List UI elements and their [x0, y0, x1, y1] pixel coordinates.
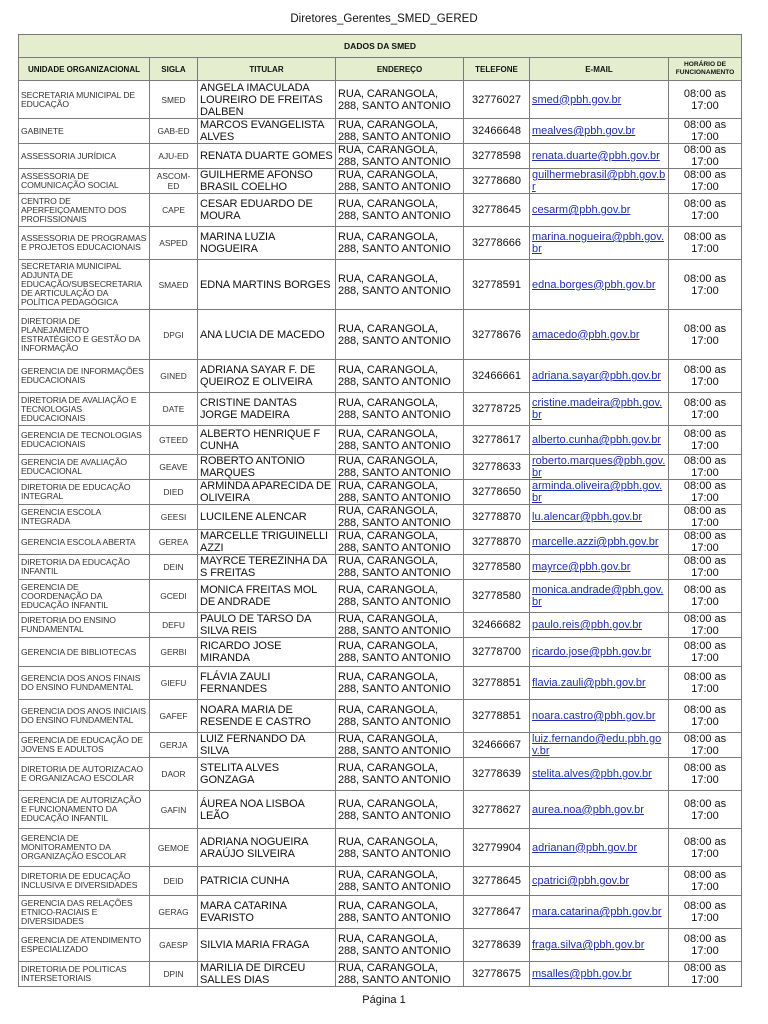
unit-cell: DIRETORIA DO ENSINO FUNDAMENTAL [19, 613, 150, 638]
address-cell: RUA, CARANGOLA, 288, SANTO ANTONIO [336, 896, 464, 929]
hours-cell: 08:00 as 17:00 [669, 169, 742, 194]
table-row [19, 791, 742, 829]
sigla-cell: GEESI [150, 505, 198, 530]
address-cell: RUA, CARANGOLA, 288, SANTO ANTONIO [336, 310, 464, 360]
unit-cell: GERENCIA DE MONITORAMENTO DA ORGANIZAÇÃO ESCOLAR [19, 829, 150, 867]
email-link[interactable]: lu.alencar@pbh.gov.br [530, 505, 669, 530]
email-link[interactable]: fraga.silva@pbh.gov.br [530, 929, 669, 962]
titular-cell: ALBERTO HENRIQUE F CUNHA [198, 426, 336, 455]
unit-cell: GERENCIA DE ATENDIMENTO ESPECIALIZADO [19, 929, 150, 962]
titular-cell: MARILIA DE DIRCEU SALLES DIAS [198, 962, 336, 987]
table-row [19, 929, 742, 962]
email-link[interactable]: smed@pbh.gov.br [530, 81, 669, 119]
table-row [19, 733, 742, 758]
phone-cell: 32778650 [464, 480, 530, 505]
sigla-cell: DEIN [150, 555, 198, 580]
email-link[interactable]: msalles@pbh.gov.br [530, 962, 669, 987]
header-telefone: TELEFONE [464, 58, 530, 81]
table-row [19, 194, 742, 227]
table-row [19, 867, 742, 896]
titular-cell: ARMINDA APARECIDA DE OLIVEIRA [198, 480, 336, 505]
table-row [19, 169, 742, 194]
directors-table [18, 34, 742, 987]
sigla-cell: ASCOM-ED [150, 169, 198, 194]
table-row [19, 829, 742, 867]
hours-cell: 08:00 as 17:00 [669, 896, 742, 929]
address-cell: RUA, CARANGOLA, 288, SANTO ANTONIO [336, 227, 464, 260]
sigla-cell: GAFIN [150, 791, 198, 829]
hours-cell: 08:00 as 17:00 [669, 455, 742, 480]
unit-cell: CENTRO DE APERFEIÇOAMENTO DOS PROFISSIONAIS [19, 194, 150, 227]
sigla-cell: GAFEF [150, 700, 198, 733]
table-row [19, 667, 742, 700]
document-title: Diretores_Gerentes_SMED_GERED [290, 13, 478, 25]
address-cell: RUA, CARANGOLA, 288, SANTO ANTONIO [336, 700, 464, 733]
email-link[interactable]: aurea.noa@pbh.gov.br [530, 791, 669, 829]
email-link[interactable]: mealves@pbh.gov.br [530, 119, 669, 144]
unit-cell: DIRETORIA DE PLANEJAMENTO ESTRATÉGICO E GESTÃO DA INFORMAÇÃO [19, 310, 150, 360]
address-cell: RUA, CARANGOLA, 288, SANTO ANTONIO [336, 194, 464, 227]
titular-cell: MARCELLE TRIGUINELLI AZZI [198, 530, 336, 555]
table-row [19, 896, 742, 929]
address-cell: RUA, CARANGOLA, 288, SANTO ANTONIO [336, 580, 464, 613]
hours-cell: 08:00 as 17:00 [669, 791, 742, 829]
sigla-cell: GEAVE [150, 455, 198, 480]
address-cell: RUA, CARANGOLA, 288, SANTO ANTONIO [336, 829, 464, 867]
titular-cell: RICARDO JOSE MIRANDA [198, 638, 336, 667]
table-row [19, 613, 742, 638]
sigla-cell: GCEDI [150, 580, 198, 613]
unit-cell: DIRETORIA DE EDUCAÇÃO INCLUSIVA E DIVERSIDADES [19, 867, 150, 896]
phone-cell: 32778627 [464, 791, 530, 829]
table-row [19, 480, 742, 505]
unit-cell: GERENCIA ESCOLA INTEGRADA [19, 505, 150, 530]
email-link[interactable]: marcelle.azzi@pbh.gov.br [530, 530, 669, 555]
titular-cell: SILVIA MARIA FRAGA [198, 929, 336, 962]
phone-cell: 32778645 [464, 194, 530, 227]
sigla-cell: GERJA [150, 733, 198, 758]
table-row [19, 81, 742, 119]
phone-cell: 32776027 [464, 81, 530, 119]
address-cell: RUA, CARANGOLA, 288, SANTO ANTONIO [336, 360, 464, 393]
hours-cell: 08:00 as 17:00 [669, 426, 742, 455]
page-number: Página 1 [362, 994, 406, 1006]
email-link[interactable]: mayrce@pbh.gov.br [530, 555, 669, 580]
titular-cell: ANGELA IMACULADA LOUREIRO DE FREITAS DALBEN [198, 81, 336, 119]
address-cell: RUA, CARANGOLA, 288, SANTO ANTONIO [336, 791, 464, 829]
hours-cell: 08:00 as 17:00 [669, 505, 742, 530]
hours-cell: 08:00 as 17:00 [669, 260, 742, 310]
unit-cell: GERENCIA DE AVALIAÇÃO EDUCACIONAL [19, 455, 150, 480]
email-link[interactable]: cesarm@pbh.gov.br [530, 194, 669, 227]
sigla-cell: GAESP [150, 929, 198, 962]
table-row [19, 426, 742, 455]
unit-cell: GERENCIA DE INFORMAÇÕES EDUCACIONAIS [19, 360, 150, 393]
sigla-cell: SMAED [150, 260, 198, 310]
hours-cell: 08:00 as 17:00 [669, 758, 742, 791]
unit-cell: DIRETORIA DE EDUCAÇÃO INTEGRAL [19, 480, 150, 505]
address-cell: RUA, CARANGOLA, 288, SANTO ANTONIO [336, 530, 464, 555]
email-link[interactable]: arminda.oliveira@pbh.gov.br [530, 480, 669, 505]
unit-cell: ASSESSORIA DE COMUNICAÇÃO SOCIAL [19, 169, 150, 194]
address-cell: RUA, CARANGOLA, 288, SANTO ANTONIO [336, 393, 464, 426]
sigla-cell: GINED [150, 360, 198, 393]
email-link[interactable]: paulo.reis@pbh.gov.br [530, 613, 669, 638]
address-cell: RUA, CARANGOLA, 288, SANTO ANTONIO [336, 119, 464, 144]
hours-cell: 08:00 as 17:00 [669, 638, 742, 667]
phone-cell: 32778851 [464, 667, 530, 700]
phone-cell: 32466682 [464, 613, 530, 638]
titular-cell: MAYRCE TEREZINHA DA S FREITAS [198, 555, 336, 580]
email-link[interactable]: noara.castro@pbh.gov.br [530, 700, 669, 733]
address-cell: RUA, CARANGOLA, 288, SANTO ANTONIO [336, 144, 464, 169]
address-cell: RUA, CARANGOLA, 288, SANTO ANTONIO [336, 260, 464, 310]
unit-cell: GERENCIA DAS RELAÇÕES ETNICO-RACIAIS E DIVERSIDADES [19, 896, 150, 929]
address-cell: RUA, CARANGOLA, 288, SANTO ANTONIO [336, 505, 464, 530]
unit-cell: ASSESSORIA JURÍDICA [19, 144, 150, 169]
table-row [19, 310, 742, 360]
email-link[interactable]: guilhermebrasil@pbh.gov.br [530, 169, 669, 194]
unit-cell: SECRETARIA MUNICIPAL ADJUNTA DE EDUCAÇÃO/SUBSECRETARIA DE ARTICULAÇÃO DA POLÍTICA PEDAGÓGICA [19, 260, 150, 310]
address-cell: RUA, CARANGOLA, 288, SANTO ANTONIO [336, 867, 464, 896]
email-link[interactable]: cristine.madeira@pbh.gov.br [530, 393, 669, 426]
hours-cell: 08:00 as 17:00 [669, 81, 742, 119]
phone-cell: 32778645 [464, 867, 530, 896]
header-titular: TITULAR [198, 58, 336, 81]
titular-cell: ANA LUCIA DE MACEDO [198, 310, 336, 360]
titular-cell: ROBERTO ANTONIO MARQUES [198, 455, 336, 480]
phone-cell: 32778617 [464, 426, 530, 455]
table-row [19, 144, 742, 169]
titular-cell: RENATA DUARTE GOMES [198, 144, 336, 169]
titular-cell: MONICA FREITAS MOL DE ANDRADE [198, 580, 336, 613]
unit-cell: GERENCIA DOS ANOS INICIAIS DO ENSINO FUNDAMENTAL [19, 700, 150, 733]
sigla-cell: GAB-ED [150, 119, 198, 144]
titular-cell: CRISTINE DANTAS JORGE MADEIRA [198, 393, 336, 426]
phone-cell: 32778633 [464, 455, 530, 480]
email-link[interactable]: marina.nogueira@pbh.gov.br [530, 227, 669, 260]
unit-cell: DIRETORIA DE AUTORIZACAO E ORGANIZACAO ESCOLAR [19, 758, 150, 791]
titular-cell: MARINA LUZIA NOGUEIRA [198, 227, 336, 260]
hours-cell: 08:00 as 17:00 [669, 480, 742, 505]
phone-cell: 32778700 [464, 638, 530, 667]
unit-cell: DIRETORIA DE POLITICAS INTERSETORIAIS [19, 962, 150, 987]
hours-cell: 08:00 as 17:00 [669, 144, 742, 169]
unit-cell: GERENCIA DE BIBLIOTECAS [19, 638, 150, 667]
phone-cell: 32778598 [464, 144, 530, 169]
sigla-cell: DEFU [150, 613, 198, 638]
unit-cell: DIRETORIA DA EDUCAÇÃO INFANTIL [19, 555, 150, 580]
address-cell: RUA, CARANGOLA, 288, SANTO ANTONIO [336, 962, 464, 987]
table-row [19, 455, 742, 480]
hours-cell: 08:00 as 17:00 [669, 929, 742, 962]
hours-cell: 08:00 as 17:00 [669, 667, 742, 700]
address-cell: RUA, CARANGOLA, 288, SANTO ANTONIO [336, 613, 464, 638]
email-link[interactable]: mara.catarina@pbh.gov.br [530, 896, 669, 929]
hours-cell: 08:00 as 17:00 [669, 555, 742, 580]
titular-cell: ADRIANA SAYAR F. DE QUEIROZ E OLIVEIRA [198, 360, 336, 393]
header-email: E-MAIL [530, 58, 669, 81]
titular-cell: PATRICIA CUNHA [198, 867, 336, 896]
table-row [19, 638, 742, 667]
table-title: DADOS DA SMED [19, 35, 742, 58]
header-endereco: ENDEREÇO [336, 58, 464, 81]
hours-cell: 08:00 as 17:00 [669, 310, 742, 360]
titular-cell: STELITA ALVES GONZAGA [198, 758, 336, 791]
table-row [19, 580, 742, 613]
titular-cell: FLÁVIA ZAULI FERNANDES [198, 667, 336, 700]
sigla-cell: SMED [150, 81, 198, 119]
address-cell: RUA, CARANGOLA, 288, SANTO ANTONIO [336, 426, 464, 455]
phone-cell: 32779904 [464, 829, 530, 867]
sigla-cell: ASPED [150, 227, 198, 260]
hours-cell: 08:00 as 17:00 [669, 119, 742, 144]
titular-cell: LUCILENE ALENCAR [198, 505, 336, 530]
phone-cell: 32778680 [464, 169, 530, 194]
hours-cell: 08:00 as 17:00 [669, 613, 742, 638]
phone-cell: 32778639 [464, 929, 530, 962]
address-cell: RUA, CARANGOLA, 288, SANTO ANTONIO [336, 555, 464, 580]
titular-cell: ADRIANA NOGUEIRA ARAÚJO SILVEIRA [198, 829, 336, 867]
titular-cell: ÁUREA NOA LISBOA LEÃO [198, 791, 336, 829]
titular-cell: PAULO DE TARSO DA SILVA REIS [198, 613, 336, 638]
titular-cell: EDNA MARTINS BORGES [198, 260, 336, 310]
table-row [19, 555, 742, 580]
titular-cell: CESAR EDUARDO DE MOURA [198, 194, 336, 227]
hours-cell: 08:00 as 17:00 [669, 194, 742, 227]
email-link[interactable]: ricardo.jose@pbh.gov.br [530, 638, 669, 667]
hours-cell: 08:00 as 17:00 [669, 733, 742, 758]
header-horario: HORÁRIO DE FUNCIONAMENTO [669, 58, 742, 81]
header-unidade: UNIDADE ORGANIZACIONAL [19, 58, 150, 81]
hours-cell: 08:00 as 17:00 [669, 962, 742, 987]
unit-cell: SECRETARIA MUNICIPAL DE EDUCAÇÃO [19, 81, 150, 119]
email-link[interactable]: alberto.cunha@pbh.gov.br [530, 426, 669, 455]
table-row [19, 227, 742, 260]
phone-cell: 32778676 [464, 310, 530, 360]
email-link[interactable]: monica.andrade@pbh.gov.br [530, 580, 669, 613]
address-cell: RUA, CARANGOLA, 288, SANTO ANTONIO [336, 758, 464, 791]
email-link[interactable]: stelita.alves@pbh.gov.br [530, 758, 669, 791]
unit-cell: GERENCIA DE AUTORIZAÇÃO E FUNCIONAMENTO DA EDUCAÇÃO INFANTIL [19, 791, 150, 829]
hours-cell: 08:00 as 17:00 [669, 700, 742, 733]
titular-cell: NOARA MARIA DE RESENDE E CASTRO [198, 700, 336, 733]
table-row [19, 700, 742, 733]
sigla-cell: AJU-ED [150, 144, 198, 169]
email-link[interactable]: flavia.zauli@pbh.gov.br [530, 667, 669, 700]
unit-cell: DIRETORIA DE AVALIAÇÃO E TECNOLOGIAS EDUCACIONAIS [19, 393, 150, 426]
phone-cell: 32778725 [464, 393, 530, 426]
phone-cell: 32778580 [464, 580, 530, 613]
email-link[interactable]: amacedo@pbh.gov.br [530, 310, 669, 360]
hours-cell: 08:00 as 17:00 [669, 530, 742, 555]
header-sigla: SIGLA [150, 58, 198, 81]
unit-cell: ASSESSORIA DE PROGRAMAS E PROJETOS EDUCACIONAIS [19, 227, 150, 260]
table-row [19, 962, 742, 987]
sigla-cell: CAPE [150, 194, 198, 227]
hours-cell: 08:00 as 17:00 [669, 867, 742, 896]
address-cell: RUA, CARANGOLA, 288, SANTO ANTONIO [336, 81, 464, 119]
phone-cell: 32466648 [464, 119, 530, 144]
email-link[interactable]: cpatrici@pbh.gov.br [530, 867, 669, 896]
sigla-cell: GEMOE [150, 829, 198, 867]
phone-cell: 32466661 [464, 360, 530, 393]
sigla-cell: DEID [150, 867, 198, 896]
phone-cell: 32778647 [464, 896, 530, 929]
phone-cell: 32778870 [464, 505, 530, 530]
email-link[interactable]: luiz.fernando@edu.pbh.gov.br [530, 733, 669, 758]
table-body [19, 81, 742, 987]
address-cell: RUA, CARANGOLA, 288, SANTO ANTONIO [336, 455, 464, 480]
email-link[interactable]: adrianan@pbh.gov.br [530, 829, 669, 867]
email-link[interactable]: edna.borges@pbh.gov.br [530, 260, 669, 310]
table-row [19, 360, 742, 393]
phone-cell: 32778851 [464, 700, 530, 733]
sigla-cell: GTEED [150, 426, 198, 455]
table-row [19, 119, 742, 144]
titular-cell: MARA CATARINA EVARISTO [198, 896, 336, 929]
unit-cell: GERENCIA DOS ANOS FINAIS DO ENSINO FUNDAMENTAL [19, 667, 150, 700]
phone-cell: 32778666 [464, 227, 530, 260]
email-link[interactable]: roberto.marques@pbh.gov.br [530, 455, 669, 480]
address-cell: RUA, CARANGOLA, 288, SANTO ANTONIO [336, 929, 464, 962]
sigla-cell: GERAG [150, 896, 198, 929]
address-cell: RUA, CARANGOLA, 288, SANTO ANTONIO [336, 638, 464, 667]
hours-cell: 08:00 as 17:00 [669, 227, 742, 260]
address-cell: RUA, CARANGOLA, 288, SANTO ANTONIO [336, 733, 464, 758]
titular-cell: LUIZ FERNANDO DA SILVA [198, 733, 336, 758]
unit-cell: GERENCIA ESCOLA ABERTA [19, 530, 150, 555]
address-cell: RUA, CARANGOLA, 288, SANTO ANTONIO [336, 667, 464, 700]
table-row [19, 530, 742, 555]
phone-cell: 32778870 [464, 530, 530, 555]
phone-cell: 32466667 [464, 733, 530, 758]
email-link[interactable]: renata.duarte@pbh.gov.br [530, 144, 669, 169]
unit-cell: GERENCIA DE EDUCAÇÃO DE JOVENS E ADULTOS [19, 733, 150, 758]
phone-cell: 32778675 [464, 962, 530, 987]
phone-cell: 32778639 [464, 758, 530, 791]
sigla-cell: GEREA [150, 530, 198, 555]
sigla-cell: DPGI [150, 310, 198, 360]
sigla-cell: DATE [150, 393, 198, 426]
titular-cell: GUILHERME AFONSO BRASIL COELHO [198, 169, 336, 194]
phone-cell: 32778591 [464, 260, 530, 310]
table-row [19, 758, 742, 791]
sigla-cell: DPIN [150, 962, 198, 987]
unit-cell: GERENCIA DE TECNOLOGIAS EDUCACIONAIS [19, 426, 150, 455]
hours-cell: 08:00 as 17:00 [669, 829, 742, 867]
hours-cell: 08:00 as 17:00 [669, 393, 742, 426]
titular-cell: MARCOS EVANGELISTA ALVES [198, 119, 336, 144]
unit-cell: GERENCIA DE COORDENAÇÃO DA EDUCAÇÃO INFANTIL [19, 580, 150, 613]
unit-cell: GABINETE [19, 119, 150, 144]
hours-cell: 08:00 as 17:00 [669, 360, 742, 393]
sigla-cell: DIED [150, 480, 198, 505]
hours-cell: 08:00 as 17:00 [669, 580, 742, 613]
sigla-cell: DAOR [150, 758, 198, 791]
table-row [19, 393, 742, 426]
table-row [19, 260, 742, 310]
sigla-cell: GERBI [150, 638, 198, 667]
address-cell: RUA, CARANGOLA, 288, SANTO ANTONIO [336, 480, 464, 505]
sigla-cell: GIEFU [150, 667, 198, 700]
address-cell: RUA, CARANGOLA, 288, SANTO ANTONIO [336, 169, 464, 194]
email-link[interactable]: adriana.sayar@pbh.gov.br [530, 360, 669, 393]
table-row [19, 505, 742, 530]
phone-cell: 32778580 [464, 555, 530, 580]
